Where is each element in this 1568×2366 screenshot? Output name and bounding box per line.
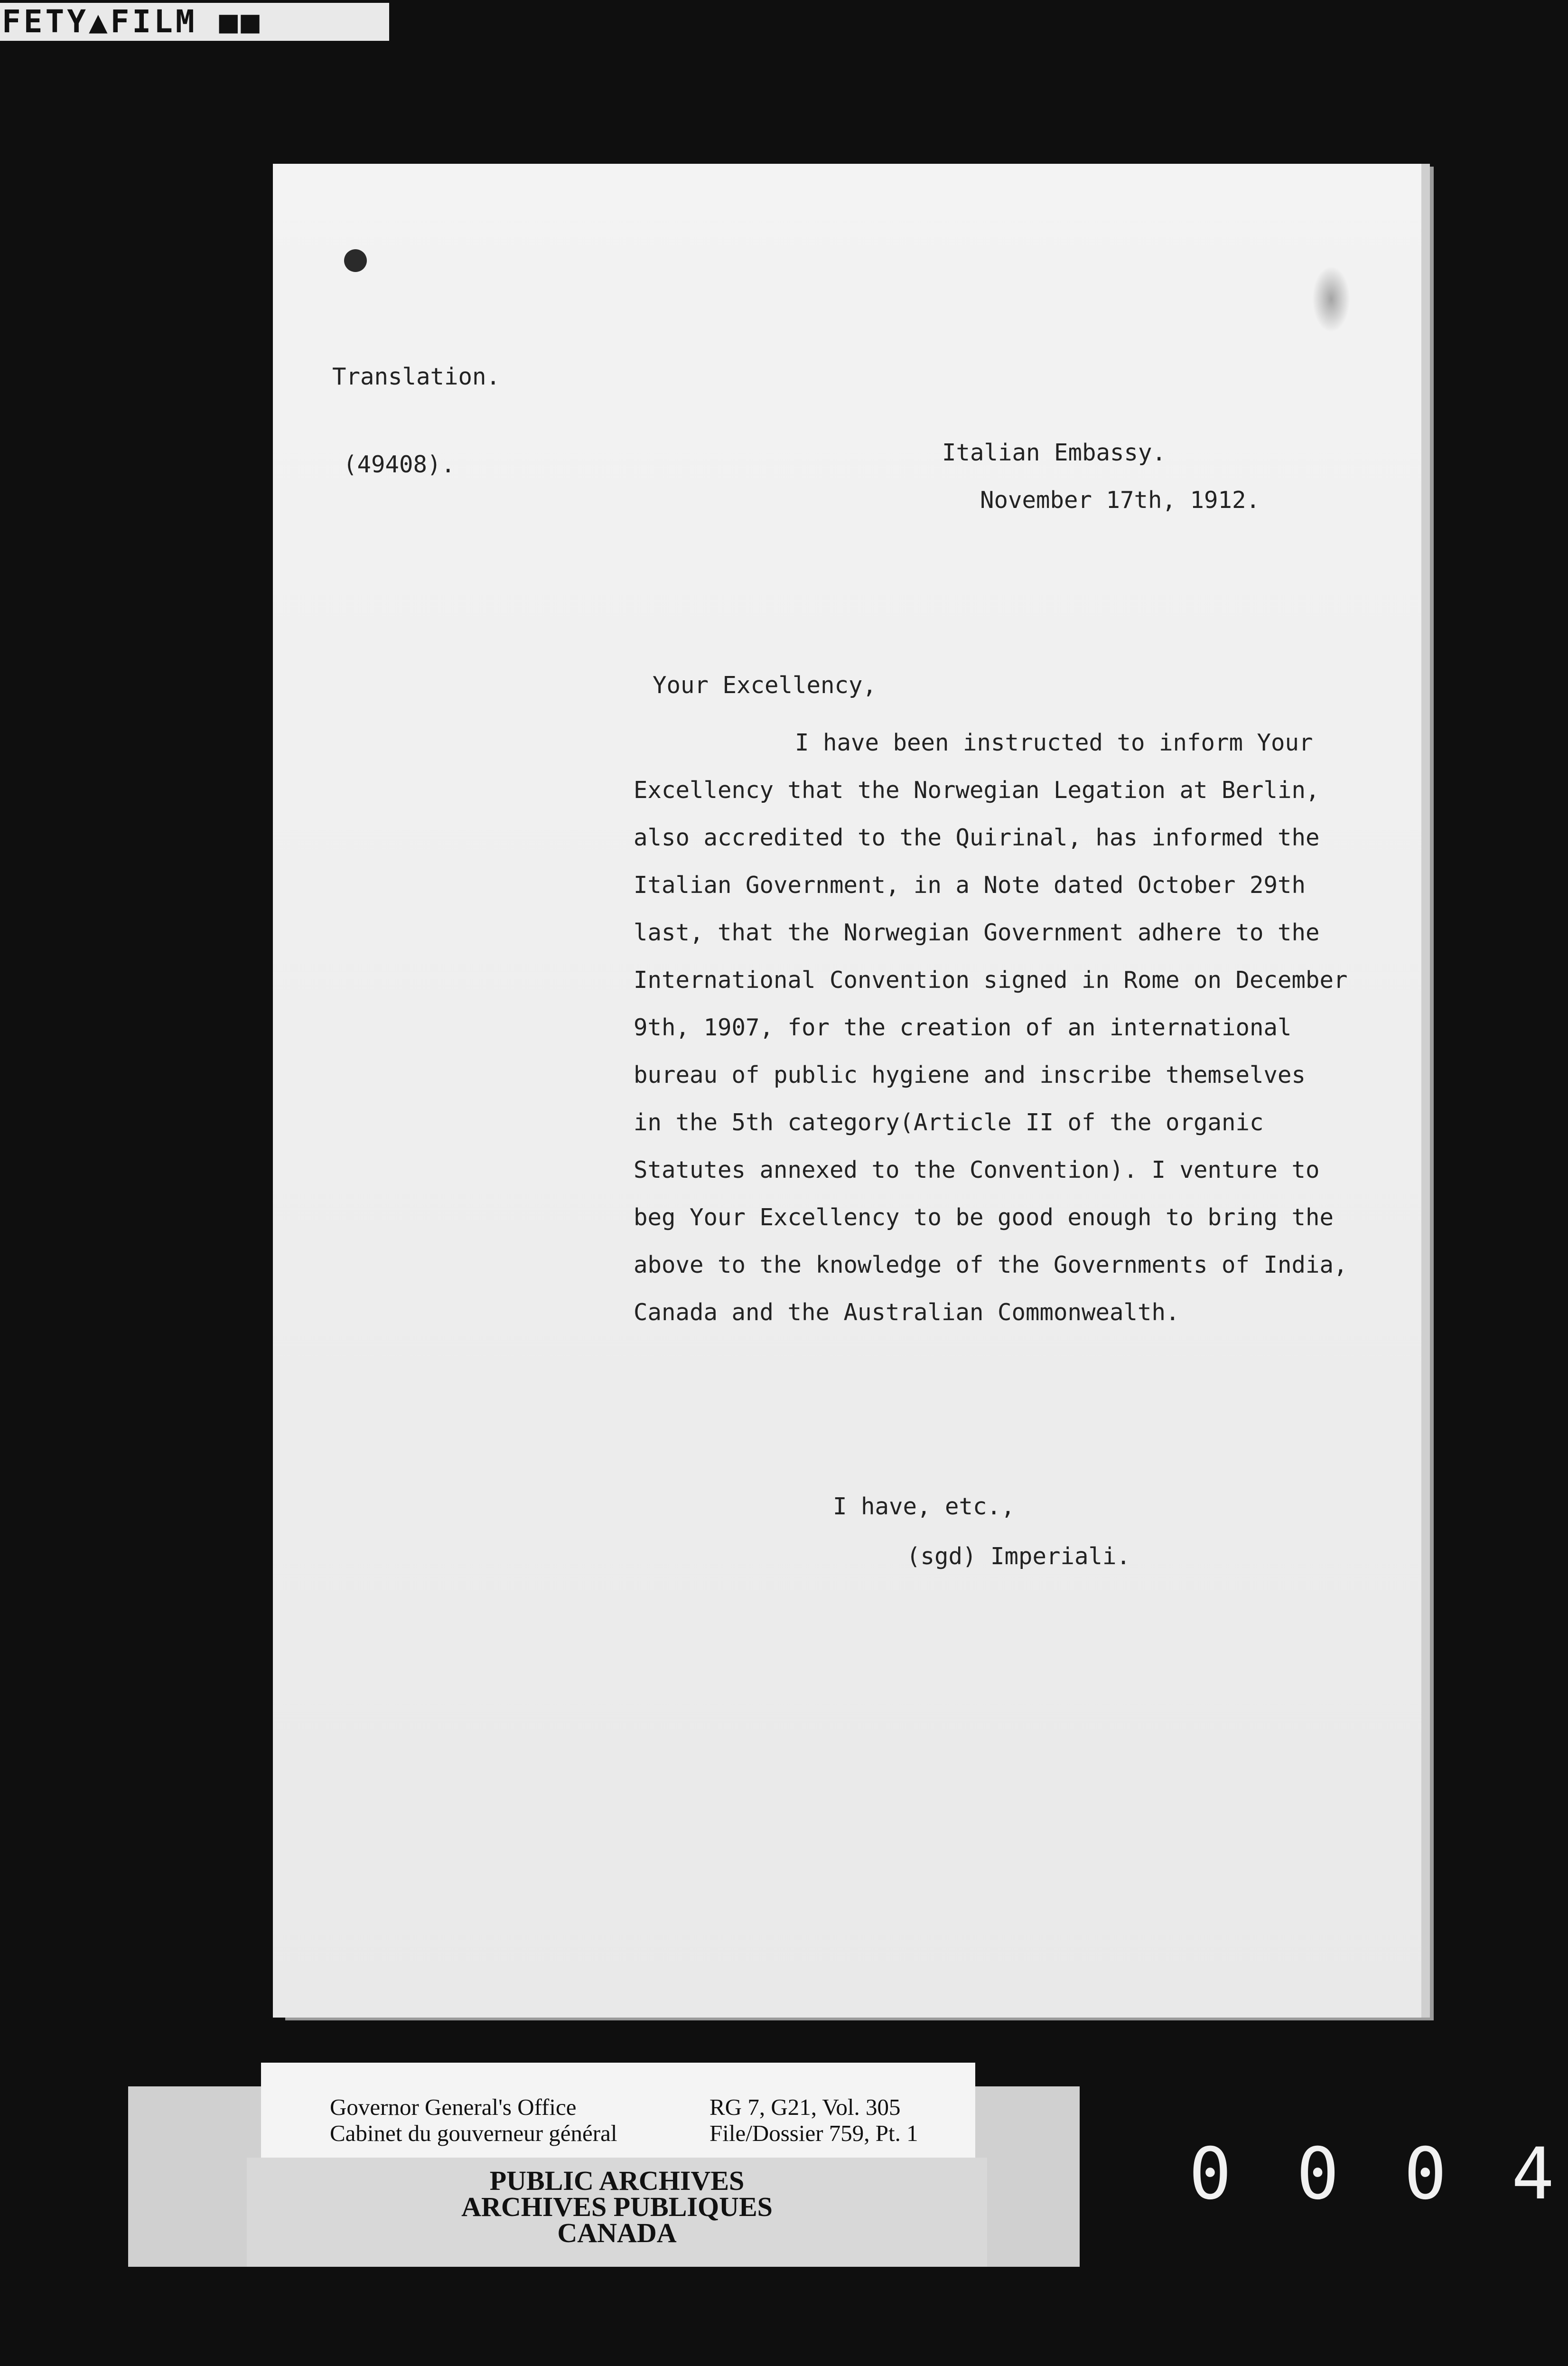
film-edge-marking: FETY▲FILM ■■ — [0, 3, 389, 41]
frame-digit: 4 — [1511, 2133, 1555, 2216]
letter-heading: Translation. — [332, 363, 501, 390]
closing-line: I have, etc., — [833, 1493, 1015, 1520]
sender-line: Italian Embassy. — [942, 439, 1167, 466]
body-line: Excellency that the Norwegian Legation at Berlin, — [634, 777, 1320, 804]
body-line: Canada and the Australian Commonwealth. — [634, 1299, 1180, 1326]
body-line: Statutes annexed to the Convention). I venture to — [634, 1156, 1320, 1183]
frame-digit: 0 — [1404, 2133, 1447, 2216]
body-line: Italian Government, in a Note dated October 29th — [634, 872, 1306, 899]
frame-digit: 0 — [1296, 2133, 1339, 2216]
body-line: I have been instructed to inform Your — [795, 729, 1313, 756]
letter-body — [634, 719, 1393, 1336]
body-line: above to the knowledge of the Governments of India, — [634, 1251, 1348, 1278]
body-line: in the 5th category(Article II of the organic — [634, 1109, 1264, 1136]
body-line: also accredited to the Quirinal, has informed the — [634, 824, 1320, 851]
archives-line-english: PUBLIC ARCHIVES — [489, 2165, 745, 2196]
ink-smudge — [1312, 266, 1350, 332]
signature-line: (sgd) Imperiali. — [906, 1543, 1131, 1570]
file-reference: File/Dossier 759, Pt. 1 — [709, 2120, 918, 2146]
archives-line-french: ARCHIVES PUBLIQUES — [461, 2191, 773, 2222]
reference-number: (49408). — [343, 451, 456, 478]
archives-line-country: CANADA — [557, 2217, 677, 2248]
letter-sheet — [273, 164, 1421, 2018]
office-name-french: Cabinet du gouverneur général — [330, 2120, 617, 2146]
body-line: International Convention signed in Rome on December — [634, 967, 1348, 994]
frame-digit: 0 — [1188, 2133, 1232, 2216]
office-name-english: Governor General's Office — [330, 2094, 577, 2120]
body-line: beg Your Excellency to be good enough to bring the — [634, 1204, 1334, 1231]
letter-date: November 17th, 1912. — [980, 487, 1260, 514]
record-group-reference: RG 7, G21, Vol. 305 — [709, 2094, 901, 2120]
frame-number — [1182, 2133, 1561, 2216]
salutation: Your Excellency, — [653, 672, 877, 699]
body-line: last, that the Norwegian Government adhere to the — [634, 919, 1320, 946]
punch-hole-mark — [344, 249, 367, 272]
body-line: 9th, 1907, for the creation of an international — [634, 1014, 1292, 1041]
body-line: bureau of public hygiene and inscribe themselves — [634, 1061, 1306, 1089]
